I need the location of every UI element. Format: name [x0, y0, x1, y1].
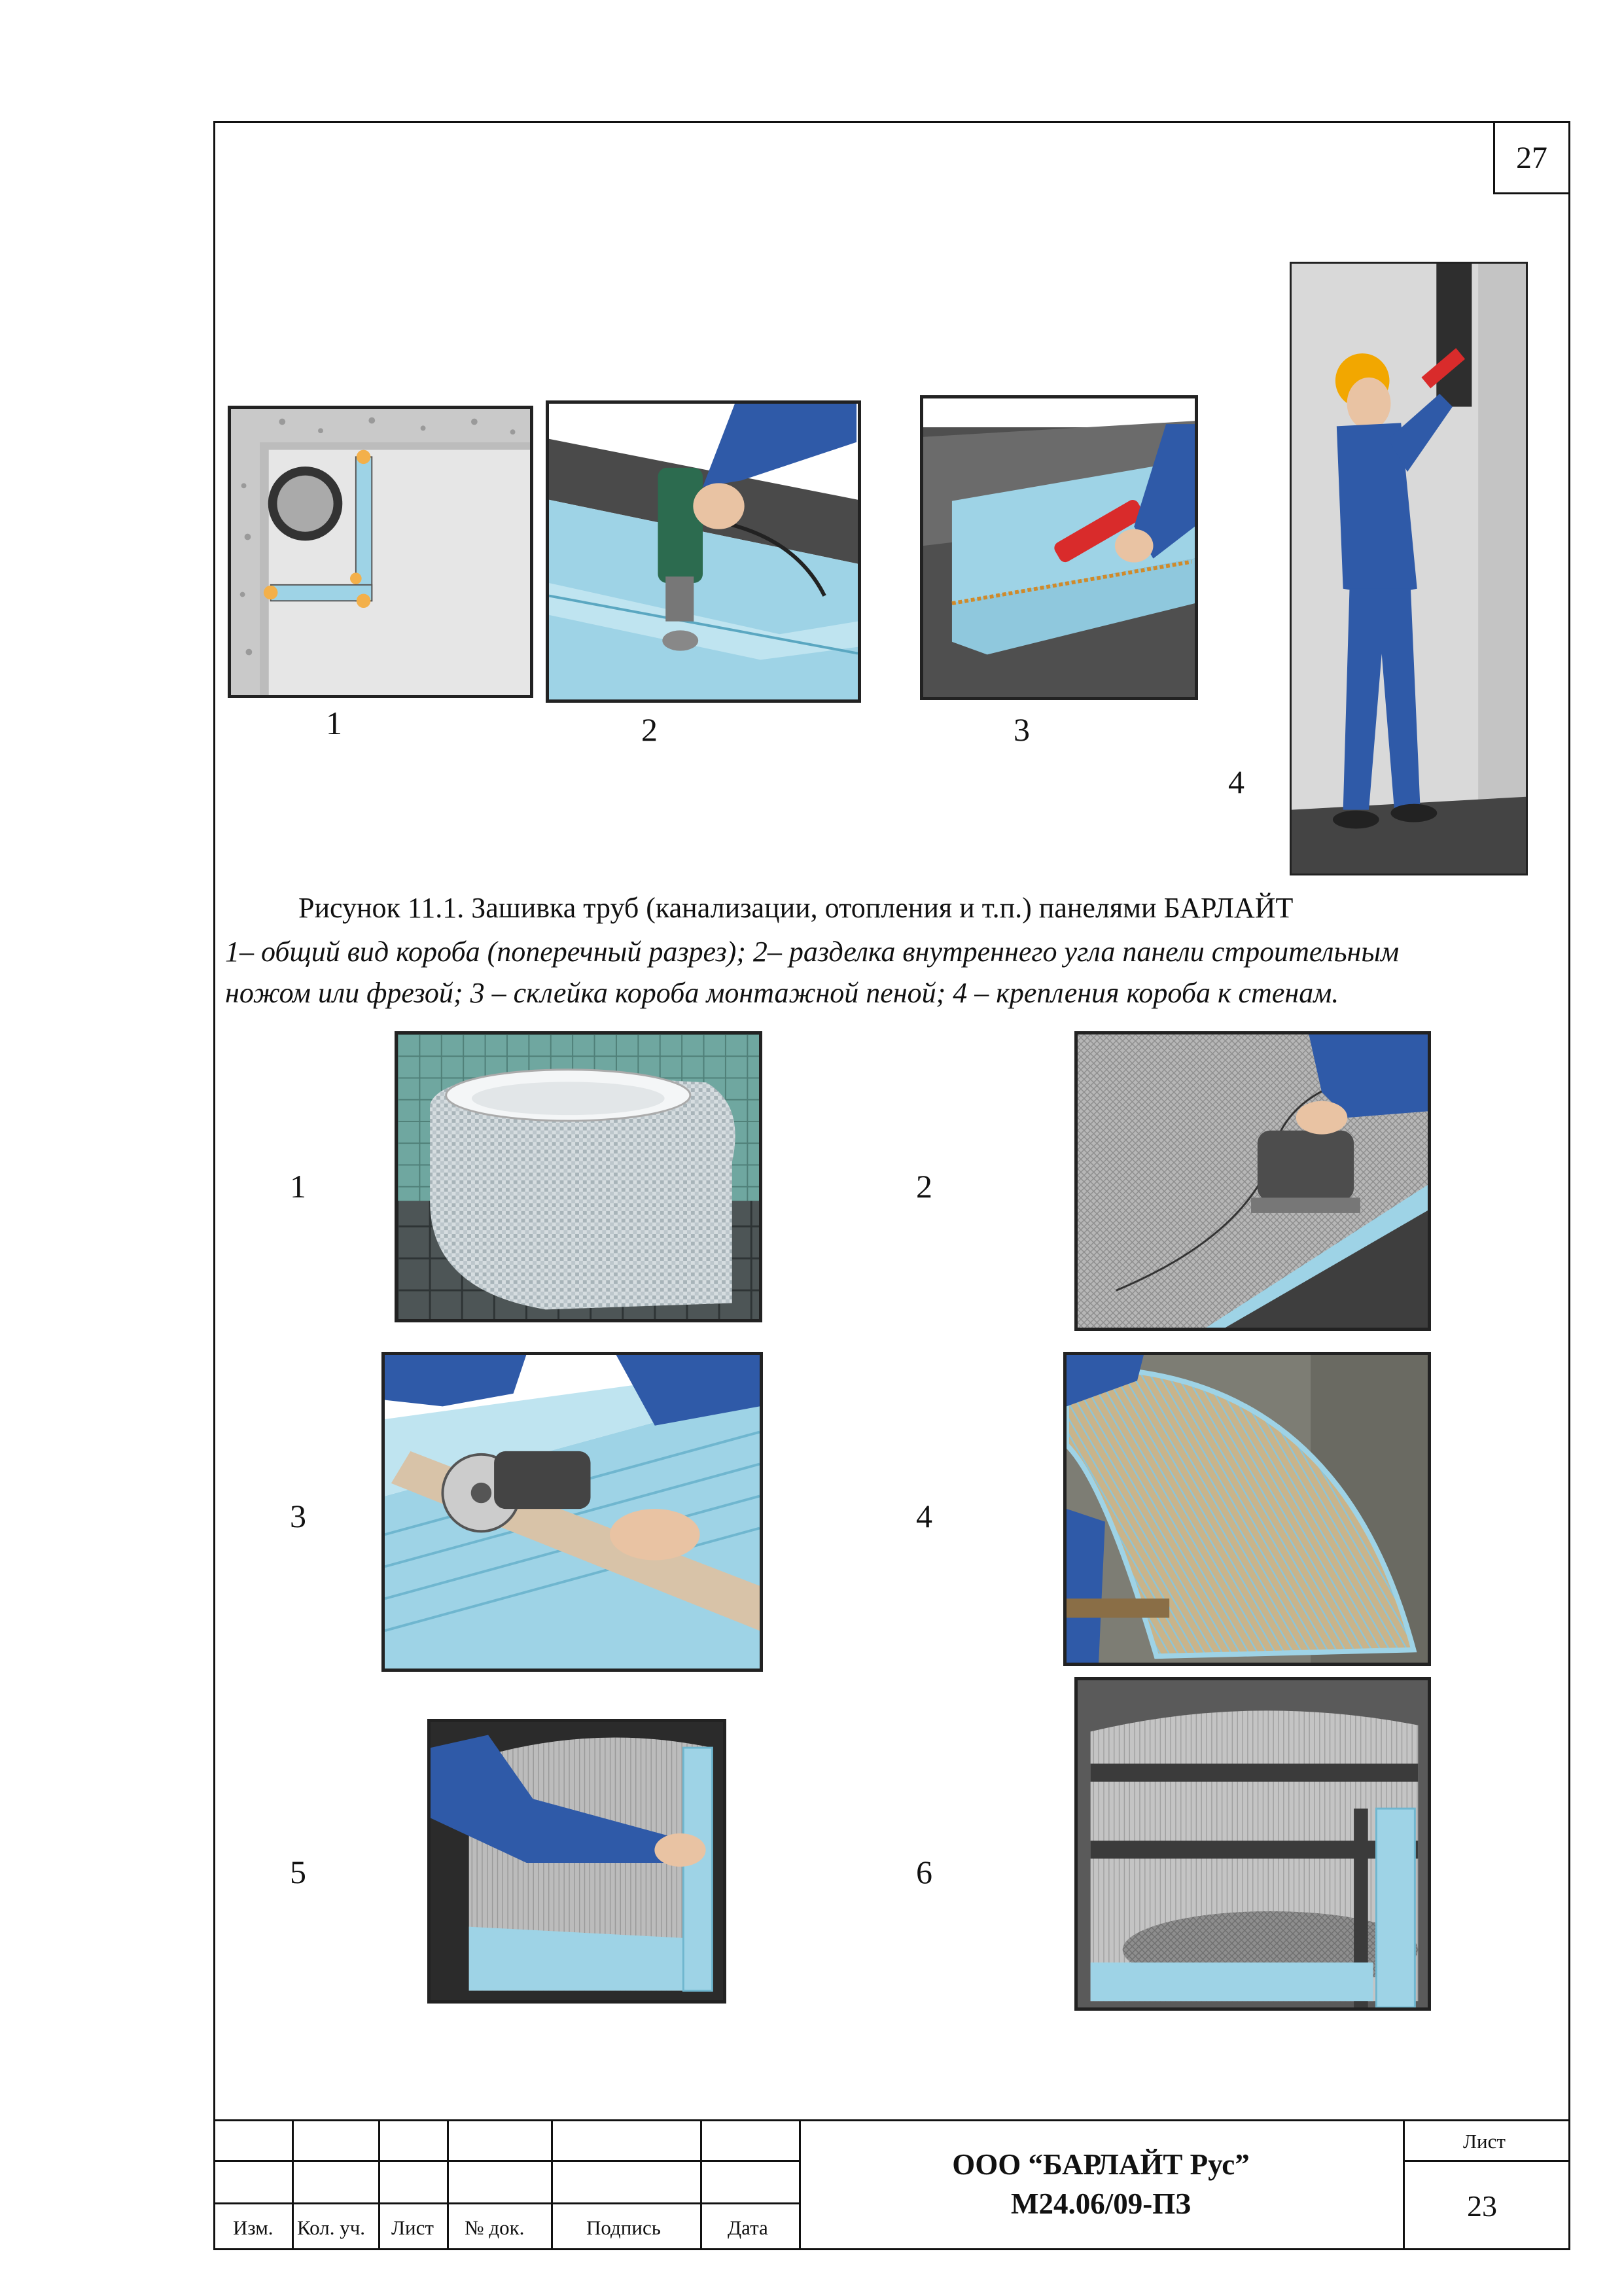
- stamp-line: [1403, 2160, 1570, 2162]
- stamp-line: [700, 2119, 702, 2250]
- stamp-header-date: Дата: [728, 2216, 768, 2239]
- grid-figure-label-4: 4: [916, 1498, 932, 1534]
- stamp-company: ООО “БАРЛАЙТ Рус”: [952, 2148, 1250, 2181]
- figure-assembling-curved-box: [427, 1719, 726, 2004]
- figure-jigsaw-cutting-curve: [1074, 1031, 1431, 1331]
- page-number: 27: [1516, 140, 1547, 175]
- grid-figure-label-2: 2: [916, 1168, 932, 1205]
- top-figure-label-4: 4: [1228, 764, 1244, 800]
- stamp-line: [551, 2119, 553, 2250]
- top-figure-label-1: 1: [326, 705, 342, 741]
- figure-circular-saw-cutting: [381, 1352, 763, 1672]
- figure-pipe-box-section: [228, 406, 533, 698]
- figure-worker-fixing-box: [1290, 262, 1528, 875]
- page-number-box: [1493, 121, 1570, 194]
- grid-figure-label-3: 3: [290, 1498, 306, 1534]
- stamp-header-izm: Изм.: [233, 2216, 274, 2239]
- stamp-line: [213, 2160, 799, 2162]
- stamp-line: [213, 2202, 799, 2204]
- top-figure-label-3: 3: [1014, 711, 1030, 748]
- figure-bending-grooved-panel: [1063, 1352, 1431, 1666]
- figure-caption-line-2: 1– общий вид короба (поперечный разрез); 2– разделка внутреннего угла панели строительным: [225, 936, 1400, 968]
- stamp-sheet-label: Лист: [1463, 2130, 1506, 2153]
- stamp-line: [213, 2119, 1570, 2121]
- figure-caption-line-3: ножом или фрезой; 3 – склейка короба монтажной пеной; 4 – крепления короба к стенам.: [225, 977, 1339, 1009]
- stamp-header-list: Лист: [391, 2216, 434, 2239]
- stamp-line: [378, 2119, 380, 2250]
- stamp-line: [292, 2119, 294, 2250]
- figure-caption-title: Рисунок 11.1. Зашивка труб (канализации, отопления и т.п.) панелями БАРЛАЙТ: [298, 892, 1294, 924]
- top-figure-label-2: 2: [641, 711, 658, 748]
- figure-curved-box-with-frame: [1074, 1677, 1431, 2011]
- figure-drill-cutting-panel: [546, 400, 861, 703]
- grid-figure-label-6: 6: [916, 1854, 932, 1890]
- stamp-line: [1403, 2119, 1405, 2250]
- figure-tiled-curved-bathtub: [395, 1031, 762, 1322]
- grid-figure-label-1: 1: [290, 1168, 306, 1205]
- stamp-line: [447, 2119, 449, 2250]
- title-block: [213, 2119, 1570, 2250]
- grid-figure-label-5: 5: [290, 1854, 306, 1890]
- stamp-sheet-number: 23: [1467, 2189, 1497, 2223]
- stamp-header-doc-no: № док.: [465, 2216, 525, 2239]
- stamp-doc-code: М24.06/09-ПЗ: [1011, 2187, 1191, 2220]
- stamp-header-signature: Подпись: [586, 2216, 661, 2239]
- figure-gluing-box-foam: [920, 395, 1198, 700]
- stamp-header-kol-uch: Кол. уч.: [297, 2216, 366, 2239]
